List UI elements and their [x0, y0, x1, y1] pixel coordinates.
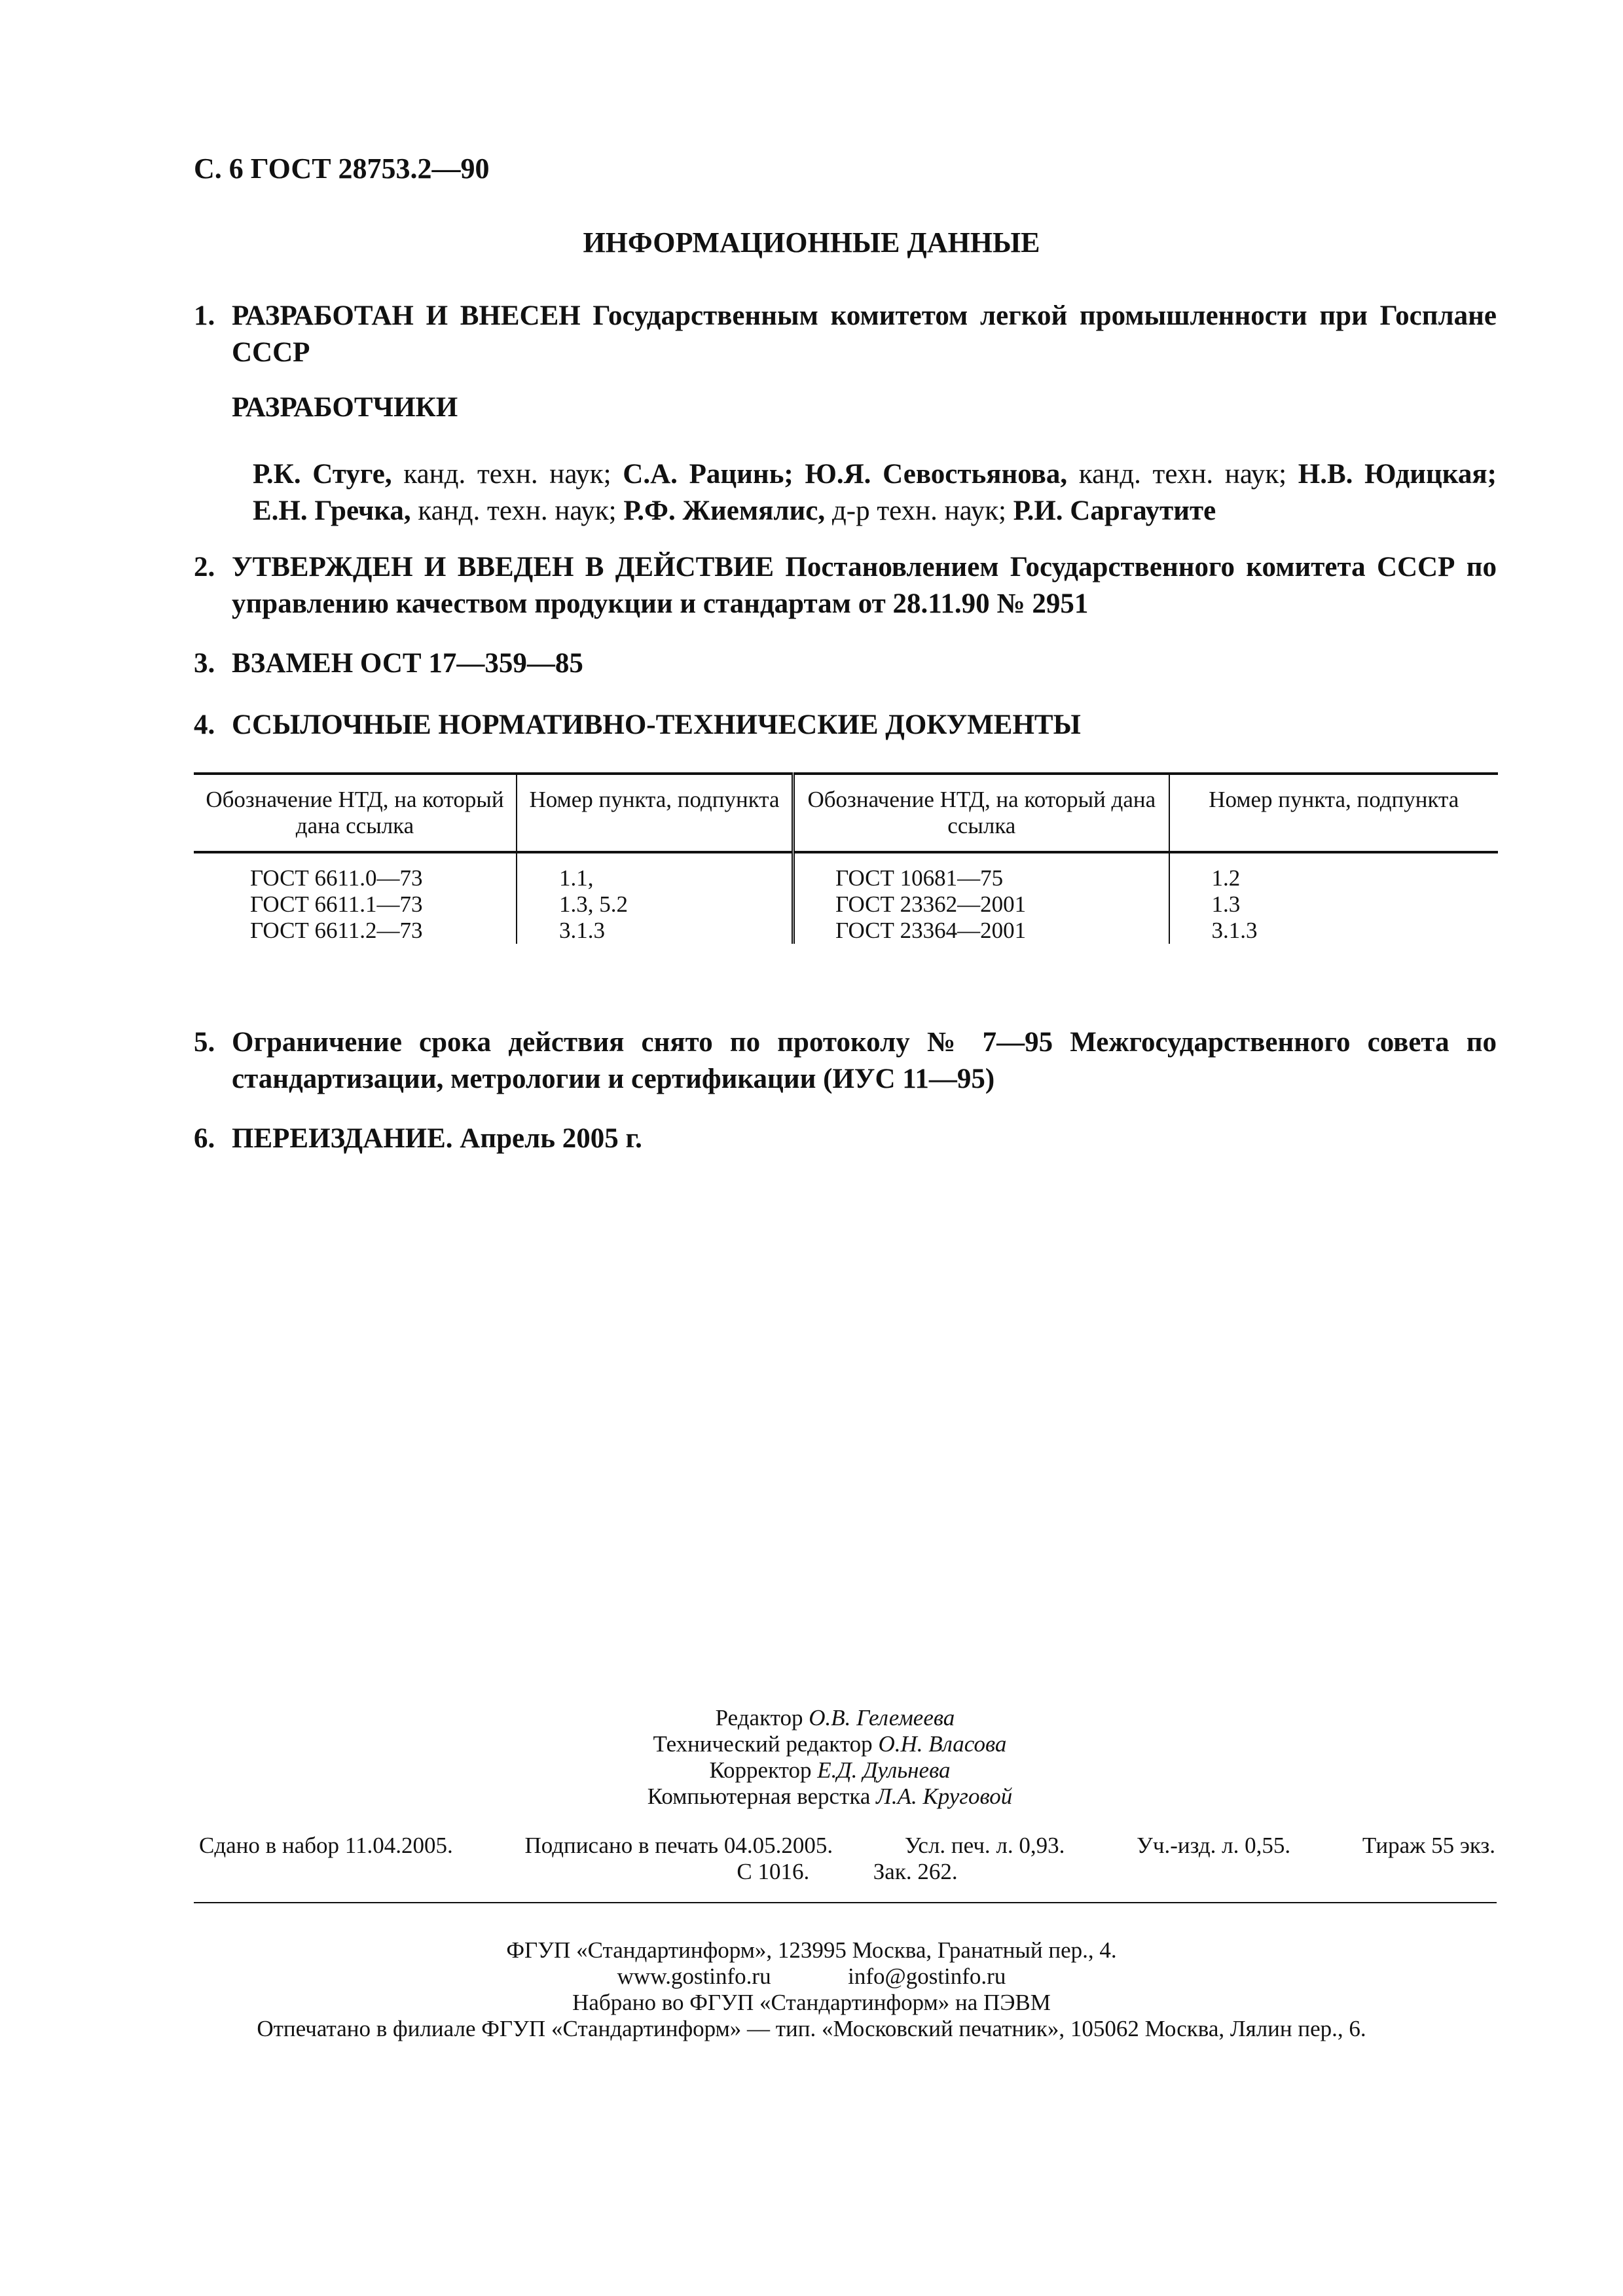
- table-header-cell: Обозначение НТД, на который дана ссылка: [194, 774, 517, 852]
- developer-degree: канд. техн. наук;: [392, 459, 623, 490]
- table-cell: 1.3, 5.2: [517, 891, 793, 918]
- item-text: УТВЕРЖДЕН И ВВЕДЕН В ДЕЙСТВИЕ Постановлением Государственного комитета СССР по управлению качеством продукции и стандартам от 28.11.90 № 2951: [232, 552, 1497, 619]
- developer-degree: д-р техн. наук;: [825, 495, 1013, 526]
- credits-block: [0, 1705, 1623, 1810]
- developer-name: Р.И. Саргаутите: [1013, 495, 1216, 526]
- credit-label: Технический редактор: [653, 1731, 873, 1757]
- developer-degree: канд. техн. наук;: [1067, 459, 1298, 490]
- print-tirage: Тираж 55 экз.: [1362, 1833, 1495, 1858]
- item-1: [194, 298, 1497, 371]
- page-header: С. 6 ГОСТ 28753.2—90: [194, 152, 490, 185]
- developer-name: Р.К. Стуге,: [253, 459, 392, 490]
- item-number: 6.: [194, 1123, 215, 1154]
- credit-label: Редактор: [715, 1705, 803, 1731]
- publisher-footer: [0, 1937, 1623, 2042]
- table-cell: ГОСТ 6611.1—73: [250, 891, 423, 917]
- print-uch: Уч.-изд. л. 0,55.: [1137, 1833, 1291, 1858]
- print-usl: Усл. печ. л. 0,93.: [904, 1833, 1065, 1858]
- table-cell: ГОСТ 23364—2001: [793, 918, 1169, 944]
- print-info: [199, 1833, 1495, 1885]
- developers-list: [253, 456, 1497, 529]
- credit-name: О.Н. Власова: [878, 1731, 1007, 1757]
- table-cell: ГОСТ 6611.0—73: [250, 865, 423, 891]
- divider: [194, 1902, 1497, 1903]
- item-4: [194, 707, 1497, 744]
- item-5: [194, 1024, 1497, 1098]
- table-cell: 1.1,: [517, 852, 793, 891]
- item-text: РАЗРАБОТАН И ВНЕСЕН Государственным комитетом легкой промышленности при Госплане СССР: [232, 300, 1497, 368]
- developer-name: Е.Н. Гречка,: [253, 495, 411, 526]
- table-row: [194, 891, 1498, 918]
- table-row: [194, 852, 1498, 891]
- developer-name: Н.В. Юдицкая;: [1298, 459, 1497, 490]
- item-text: ССЫЛОЧНЫЕ НОРМАТИВНО-ТЕХНИЧЕСКИЕ ДОКУМЕНТЫ: [232, 709, 1081, 740]
- table-cell: 3.1.3: [1169, 918, 1498, 944]
- website-link[interactable]: www.gostinfo.ru: [617, 1964, 771, 1989]
- publisher-address: ФГУП «Стандартинформ», 123995 Москва, Гранатный пер., 4.: [506, 1937, 1117, 1963]
- table-cell: ГОСТ 6611.2—73: [250, 918, 423, 943]
- developer-name: С.А. Рацинь; Ю.Я. Севостьянова,: [623, 459, 1068, 490]
- print-c: С 1016.: [737, 1859, 810, 1884]
- item-number: 1.: [194, 300, 215, 331]
- item-3: [194, 645, 1497, 682]
- print-zak: Зак. 262.: [873, 1859, 958, 1884]
- credit-name: О.В. Гелемеева: [809, 1705, 955, 1731]
- email-link[interactable]: info@gostinfo.ru: [848, 1964, 1006, 1989]
- credit-label: Компьютерная верстка: [647, 1784, 871, 1809]
- credit-name: Л.А. Круговой: [876, 1784, 1013, 1809]
- table-header-cell: Номер пункта, подпункта: [1169, 774, 1498, 852]
- item-text: ВЗАМЕН ОСТ 17—359—85: [232, 648, 583, 679]
- print-signed: Подписано в печать 04.05.2005.: [524, 1833, 833, 1858]
- table-cell: 1.3: [1169, 891, 1498, 918]
- table-cell: 3.1.3: [517, 918, 793, 944]
- item-2: [194, 549, 1497, 622]
- printed-note: Отпечатано в филиале ФГУП «Стандартинформ» — тип. «Московский печатник», 105062 Москва, Лялин пер., 6.: [257, 2016, 1366, 2041]
- item-text: ПЕРЕИЗДАНИЕ. Апрель 2005 г.: [232, 1123, 642, 1154]
- table-cell: 1.2: [1169, 852, 1498, 891]
- item-number: 5.: [194, 1027, 215, 1058]
- table-header-row: [194, 774, 1498, 852]
- table-cell: ГОСТ 10681—75: [793, 852, 1169, 891]
- table-header-cell: Номер пункта, подпункта: [517, 774, 793, 852]
- credit-label: Корректор: [709, 1757, 812, 1783]
- credit-name: Е.Д. Дульнева: [817, 1757, 951, 1783]
- table-header-cell: Обозначение НТД, на который дана ссылка: [793, 774, 1169, 852]
- print-sent: Сдано в набор 11.04.2005.: [199, 1833, 453, 1858]
- typeset-note: Набрано во ФГУП «Стандартинформ» на ПЭВМ: [572, 1990, 1051, 2015]
- item-text: Ограничение срока действия снято по протоколу № 7—95 Межгосударственного совета по стандартизации, метрологии и сертификации (ИУС 11—95): [232, 1027, 1497, 1094]
- developer-name: Р.Ф. Жиемялис,: [623, 495, 826, 526]
- item-number: 3.: [194, 648, 215, 679]
- table-cell: ГОСТ 23362—2001: [793, 891, 1169, 918]
- item-number: 4.: [194, 709, 215, 740]
- item-6: [194, 1121, 1497, 1157]
- table-row: [194, 918, 1498, 944]
- item-number: 2.: [194, 552, 215, 583]
- references-table: [194, 772, 1498, 944]
- developer-degree: канд. техн. наук;: [410, 495, 624, 526]
- developers-heading: РАЗРАБОТЧИКИ: [232, 392, 458, 423]
- page-title: ИНФОРМАЦИОННЫЕ ДАННЫЕ: [583, 226, 1040, 259]
